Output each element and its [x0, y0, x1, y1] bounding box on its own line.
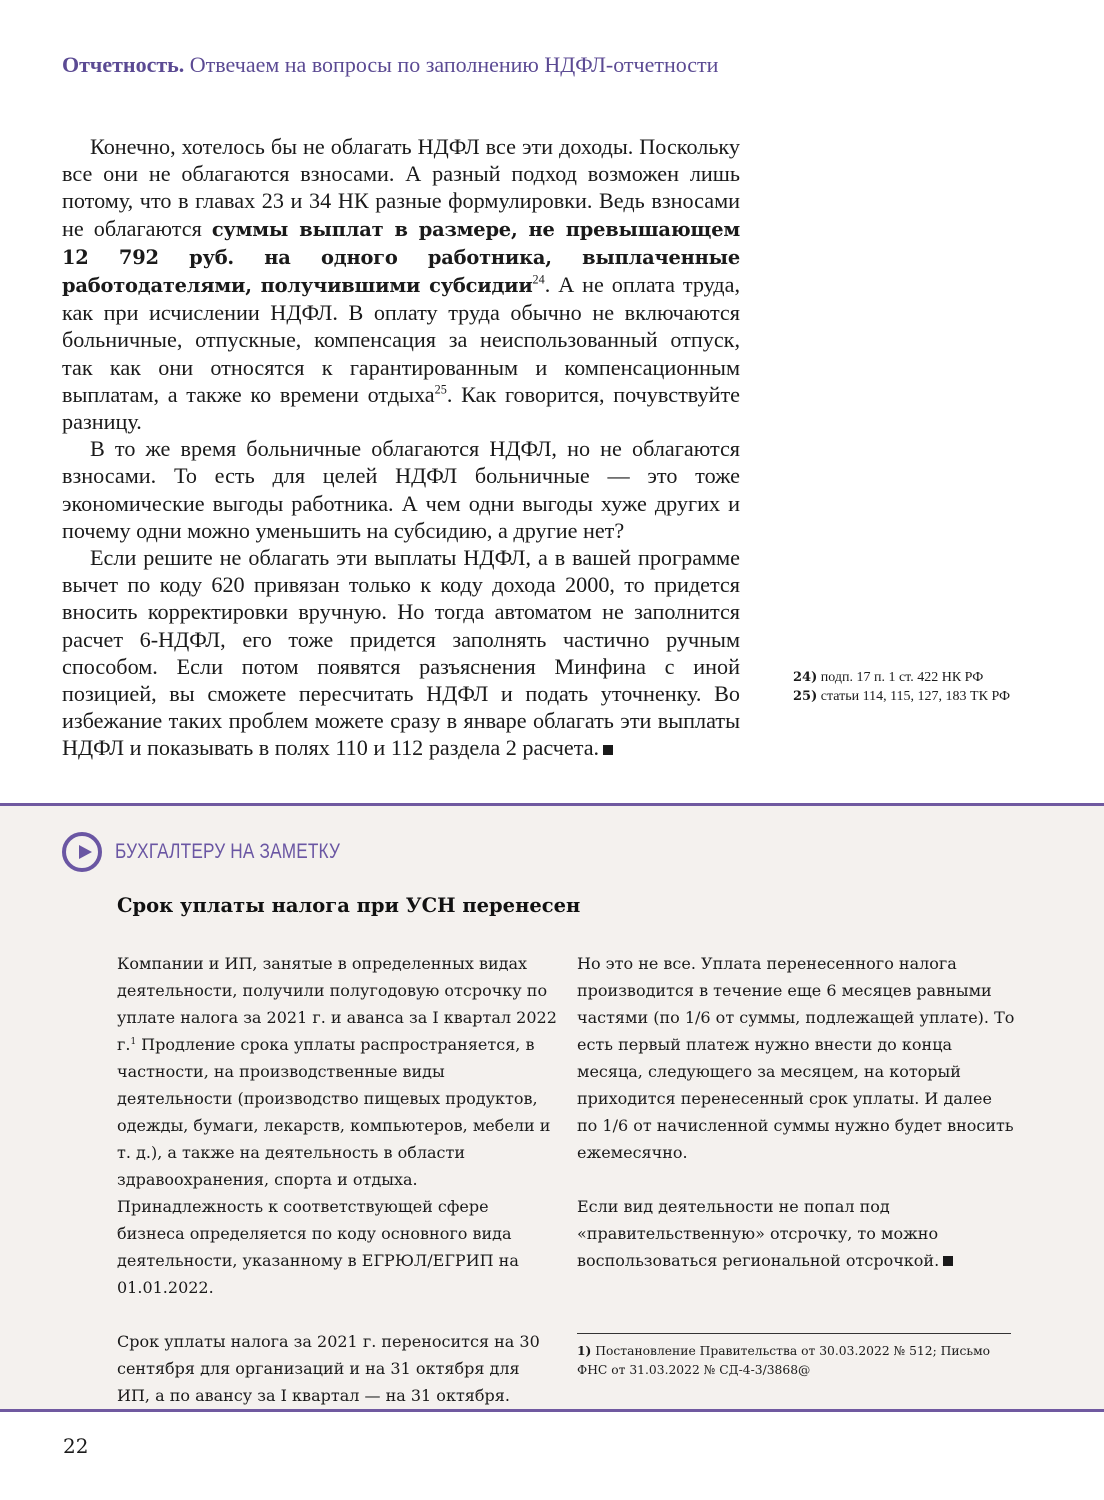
text-run: Конечно, хотелось бы не облагать НДФЛ все эти доходы. Поскольку все они не облагаются взносами. А разный подход возможен лишь потому, что в главах 23 и 34 НК разные формулировки. Ведь взносами не облагаются [62, 134, 740, 241]
text-run: Если решите не облагать эти выплаты НДФЛ, а в вашей программе вычет по коду 620 привязан только к коду дохода 2000, то придется вносить корректировки вручную. Но тогда автоматом не заполнится расчет 6-НДФЛ, его тоже придется заполнять частично ручным способом. Если потом появятся разъяснения Минфина с иной позицией, вы сможете пересчитать НДФЛ и подать уточненку. Во избежание таких проблем можете сразу в январе облагать эти выплаты НДФЛ и показывать в полях 110 и 112 раздела 2 расчета. [62, 545, 740, 761]
article-paragraph [62, 544, 740, 762]
accountant-note-box [0, 803, 1104, 1412]
note-box-title: Срок уплаты налога при УСН перенесен [117, 894, 581, 917]
note-paragraph: Срок уплаты налога за 2021 г. переносится на 30 сентября для организаций и на 31 октября для ИП, а по авансу за I квартал — на 31 октября. [117, 1332, 540, 1405]
end-of-article-mark-icon [603, 745, 613, 755]
text-run: Продление срока уплаты распространяется, в частности, на производственные виды деятельности (производство пищевых продуктов, одежды, бумаги, лекарств, компьютеров, мебели и т. д.), а также на деятельность в области здравоохранения, спорта и отдыха. Принадлежность к соответствующей сфере бизнеса определяется по коду основного вида деятельности, указанному в ЕГРЮЛ/ЕГРИП на 01.01.2022. [117, 1035, 551, 1297]
play-circle-icon [62, 832, 102, 872]
sidenote-number: 25) [793, 689, 818, 704]
running-head [62, 52, 718, 78]
page-number: 22 [63, 1434, 89, 1458]
end-of-article-mark-icon [943, 1256, 953, 1266]
bold-emphasis: суммы выплат в размере, не превышающем 12 792 руб. на одного работника, выплаченные работодателями, получившими субсидии [62, 217, 740, 298]
footnote-ref-24: 24 [532, 272, 545, 287]
sidenote-24 [793, 668, 1013, 687]
note-paragraph: Но это не все. Уплата перенесенного налога производится в течение еще 6 месяцев равными частями (по 1/6 от суммы, подлежащей уплате). То есть первый платеж нужно внести до конца месяца, следующего за месяцем, на который приходится перенесенный срок уплаты. И далее по 1/6 от начисленной суммы нужно будет вносить ежемесячно. [577, 954, 1015, 1162]
sidenote-number: 24) [793, 670, 818, 685]
article-body [62, 133, 740, 762]
sidenote-25 [793, 687, 1013, 706]
article-paragraph [62, 133, 740, 435]
text-run: . А не оплата труда, как при исчислении НДФЛ. В оплату труда обычно не включаются больничные, отпускные, компенсация за неиспользованный отпуск, так как они относятся к гарантированным и компенсационным выплатам, а также ко времени отдыха [62, 272, 740, 407]
note-column-left [117, 950, 557, 1436]
footnote-number: 1) [577, 1343, 592, 1358]
note-paragraph [577, 1193, 1017, 1274]
footnote-ref-1: 1 [130, 1036, 137, 1047]
note-column-right [577, 950, 1017, 1301]
note-box-header [62, 832, 389, 872]
sidenote-text: подп. 17 п. 1 ст. 422 НК РФ [820, 670, 984, 685]
sidenote-text: статьи 114, 115, 127, 183 ТК РФ [820, 689, 1011, 704]
text-run: Если вид деятельности не попал под «правительственную» отсрочку, то можно воспользоваться региональной отсрочкой. [577, 1197, 940, 1270]
sidenotes [793, 668, 1013, 706]
running-head-title: Отвечаем на вопросы по заполнению НДФЛ-отчетности [189, 52, 719, 77]
article-paragraph: В то же время больничные облагаются НДФЛ, но не облагаются взносами. То есть для целей НДФЛ больничные — это тоже экономические выгоды работника. А чем одни выгоды хуже других и почему одни можно уменьшить на субсидию, а другие нет? [62, 436, 740, 543]
note-footnote [577, 1333, 1011, 1380]
text-run: Компании и ИП, занятые в определенных видах деятельности, получили полугодовую отсрочку по уплате налога за 2021 г. и аванса за I квартал 2022 г. [117, 954, 557, 1054]
note-paragraph [117, 950, 557, 1301]
running-head-section: Отчетность. [62, 52, 185, 77]
text-run: . Как говорится, почувствуйте разницу. [62, 381, 741, 435]
footnote-text: Постановление Правительства от 30.03.2022 № 512; Письмо ФНС от 31.03.2022 № СД-4-3/3868@ [577, 1344, 991, 1377]
note-box-label: БУХГАЛТЕРУ НА ЗАМЕТКУ [115, 840, 341, 863]
footnote-ref-25: 25 [434, 382, 447, 397]
